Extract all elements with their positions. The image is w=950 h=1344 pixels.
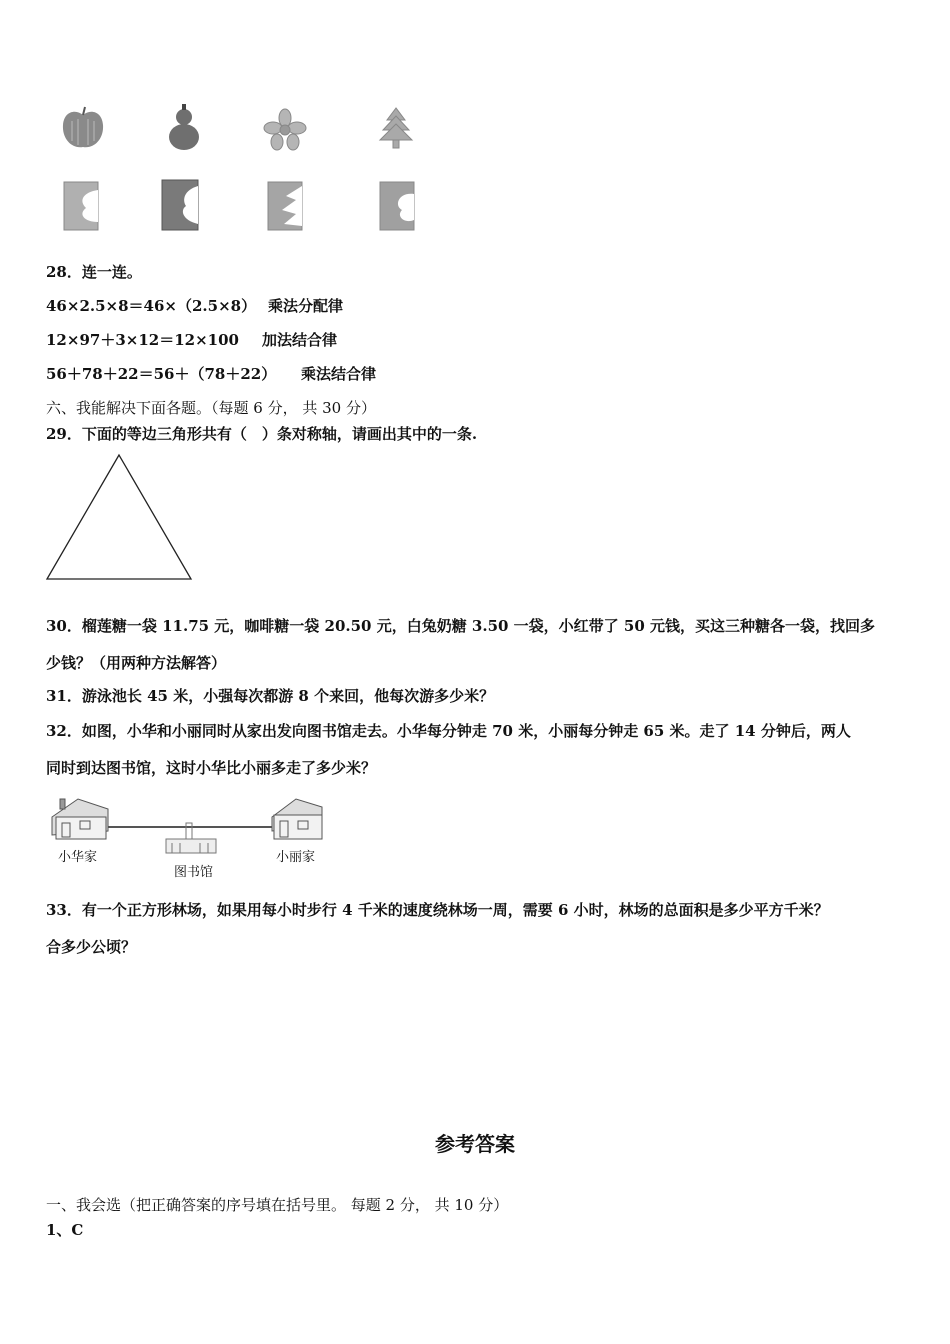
shape-apple [58,105,108,153]
xiaoli-house-icon [272,799,322,839]
shape-half-cutout-1 [62,180,102,232]
section-6-heading: 六、我能解决下面各题。（每题 6 分， 共 30 分） [46,399,376,417]
q28-law-1[interactable]: 乘法分配律 [268,297,344,315]
xiaohua-house-icon [52,799,108,839]
answers-section-1-heading: 一、我会选（把正确答案的序号填在括号里。 每题 2 分， 共 10 分） [46,1196,509,1214]
shape-flower [262,108,308,152]
q30-line-1: 30．榴莲糖一袋 11.75 元，咖啡糖一袋 20.50 元，白兔奶糖 3.50 一袋，小红带了 50 元钱，买这三种糖各一袋，找回多 [46,617,876,635]
label-library: 图书馆 [174,865,214,880]
label-xiaoli-home: 小丽家 [276,850,316,865]
q28-law-2[interactable]: 加法结合律 [262,331,338,349]
answers-title: 参考答案 [435,1132,515,1156]
q28-expr-2: 12×97＋3×12＝12×100 [46,331,239,349]
q32-line-2: 同时到达图书馆，这时小华比小丽多走了多少米？ [46,759,377,777]
shape-gourd [162,103,206,153]
shape-half-cutout-4 [378,180,418,232]
q30-line-2: 少钱？（用两种方法解答） [46,654,227,672]
label-xiaohua-home: 小华家 [58,850,98,865]
equilateral-triangle[interactable] [44,452,194,582]
answer-1: 1、C [46,1221,84,1239]
q29-text: 29．下面的等边三角形共有（ ）条对称轴，请画出其中的一条. [46,425,478,443]
q32-line-1: 32．如图，小华和小丽同时从家出发向图书馆走去。小华每分钟走 70 米，小丽每分钟走 65 米。走了 14 分钟后，两人 [46,722,851,740]
shape-half-cutout-3 [266,180,306,232]
q31-text: 31．游泳池长 45 米，小强每次都游 8 个来回，他每次游多少米？ [46,687,495,705]
q28-expr-1: 46×2.5×8＝46×（2.5×8） [46,297,257,315]
q33-line-1: 33．有一个正方形林场，如果用每小时步行 4 千米的速度绕林场一周，需要 6 小时，林场的总面积是多少平方千米？ [46,901,829,919]
shape-half-cutout-2 [160,178,202,232]
q28-expr-3: 56＋78＋22＝56＋（78＋22） [46,365,277,383]
q28-law-3[interactable]: 乘法结合律 [301,365,377,383]
q33-line-2: 合多少公顷？ [46,938,137,956]
q28-title: 28．连一连。 [46,263,142,281]
shape-tree [375,106,417,152]
